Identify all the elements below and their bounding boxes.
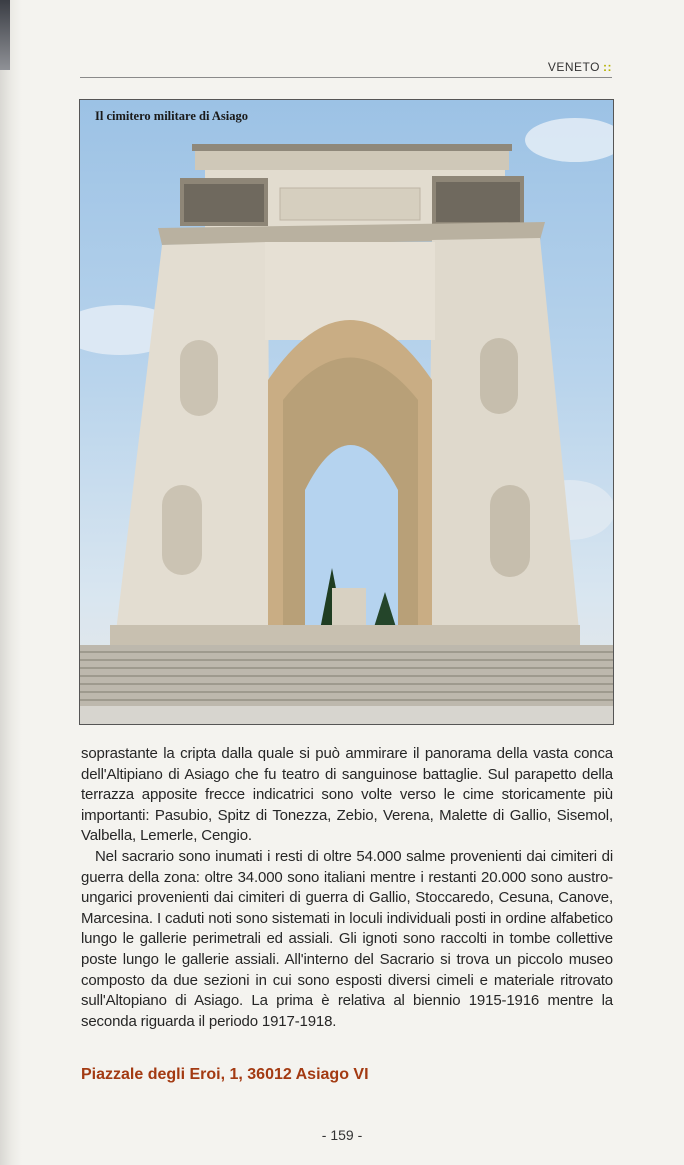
running-head-ornament: :: [603, 60, 612, 74]
book-spine-edge [0, 0, 10, 70]
arch-illustration [80, 100, 613, 724]
address-line: Piazzale degli Eroi, 1, 36012 Asiago VI [81, 1066, 369, 1083]
photo-ossuary-arch [79, 99, 614, 725]
running-head [80, 59, 612, 78]
body-text [81, 744, 613, 1032]
photo-caption: Il cimitero militare di Asiago [95, 109, 248, 123]
page-number: - 159 - [321, 1127, 363, 1143]
book-spine-shadow [0, 0, 22, 1165]
running-head-label: VENETO [547, 60, 600, 74]
running-head-text [548, 60, 612, 74]
body-paragraph-1: soprastante la cripta dalla quale si può ammirare il panorama della vasta conca dell'Altipiano di Asiago che fu teatro di sanguinose battaglie. Sul parapetto della terrazza apposite frecce indicatrici sono volte verso le cime storicamente più importanti: Pasubio, Spitz di Tonezza, Zebio, Verena, Malette di Gallio, Sisemol, Valbella, Lemerle, Cengio. [81, 745, 613, 845]
body-paragraph-2: Nel sacrario sono inumati i resti di oltre 54.000 salme provenienti dai cimiteri di guerra della zona: oltre 34.000 sono italiani mentre i restanti 20.000 sono austro-ungarici provenienti dai cimiteri di guerra di Gallio, Stoccaredo, Cesuna, Canove, Marcesina. I caduti noti sono sistemati in loculi individuali posti in ordine alfabetico lungo le gallerie perimetrali ed assiali. Gli ignoti sono raccolti in tombe collettive poste lungo le gallerie assiali. All'interno del Sacrario si trova un piccolo museo composto da due sezioni in cui sono esposti diversi cimeli e materiale ritrovato sull'Altopiano di Asiago. La prima è relativa al biennio 1915-1916 mentre la seconda riguarda il periodo 1917-1918. [81, 847, 613, 1030]
